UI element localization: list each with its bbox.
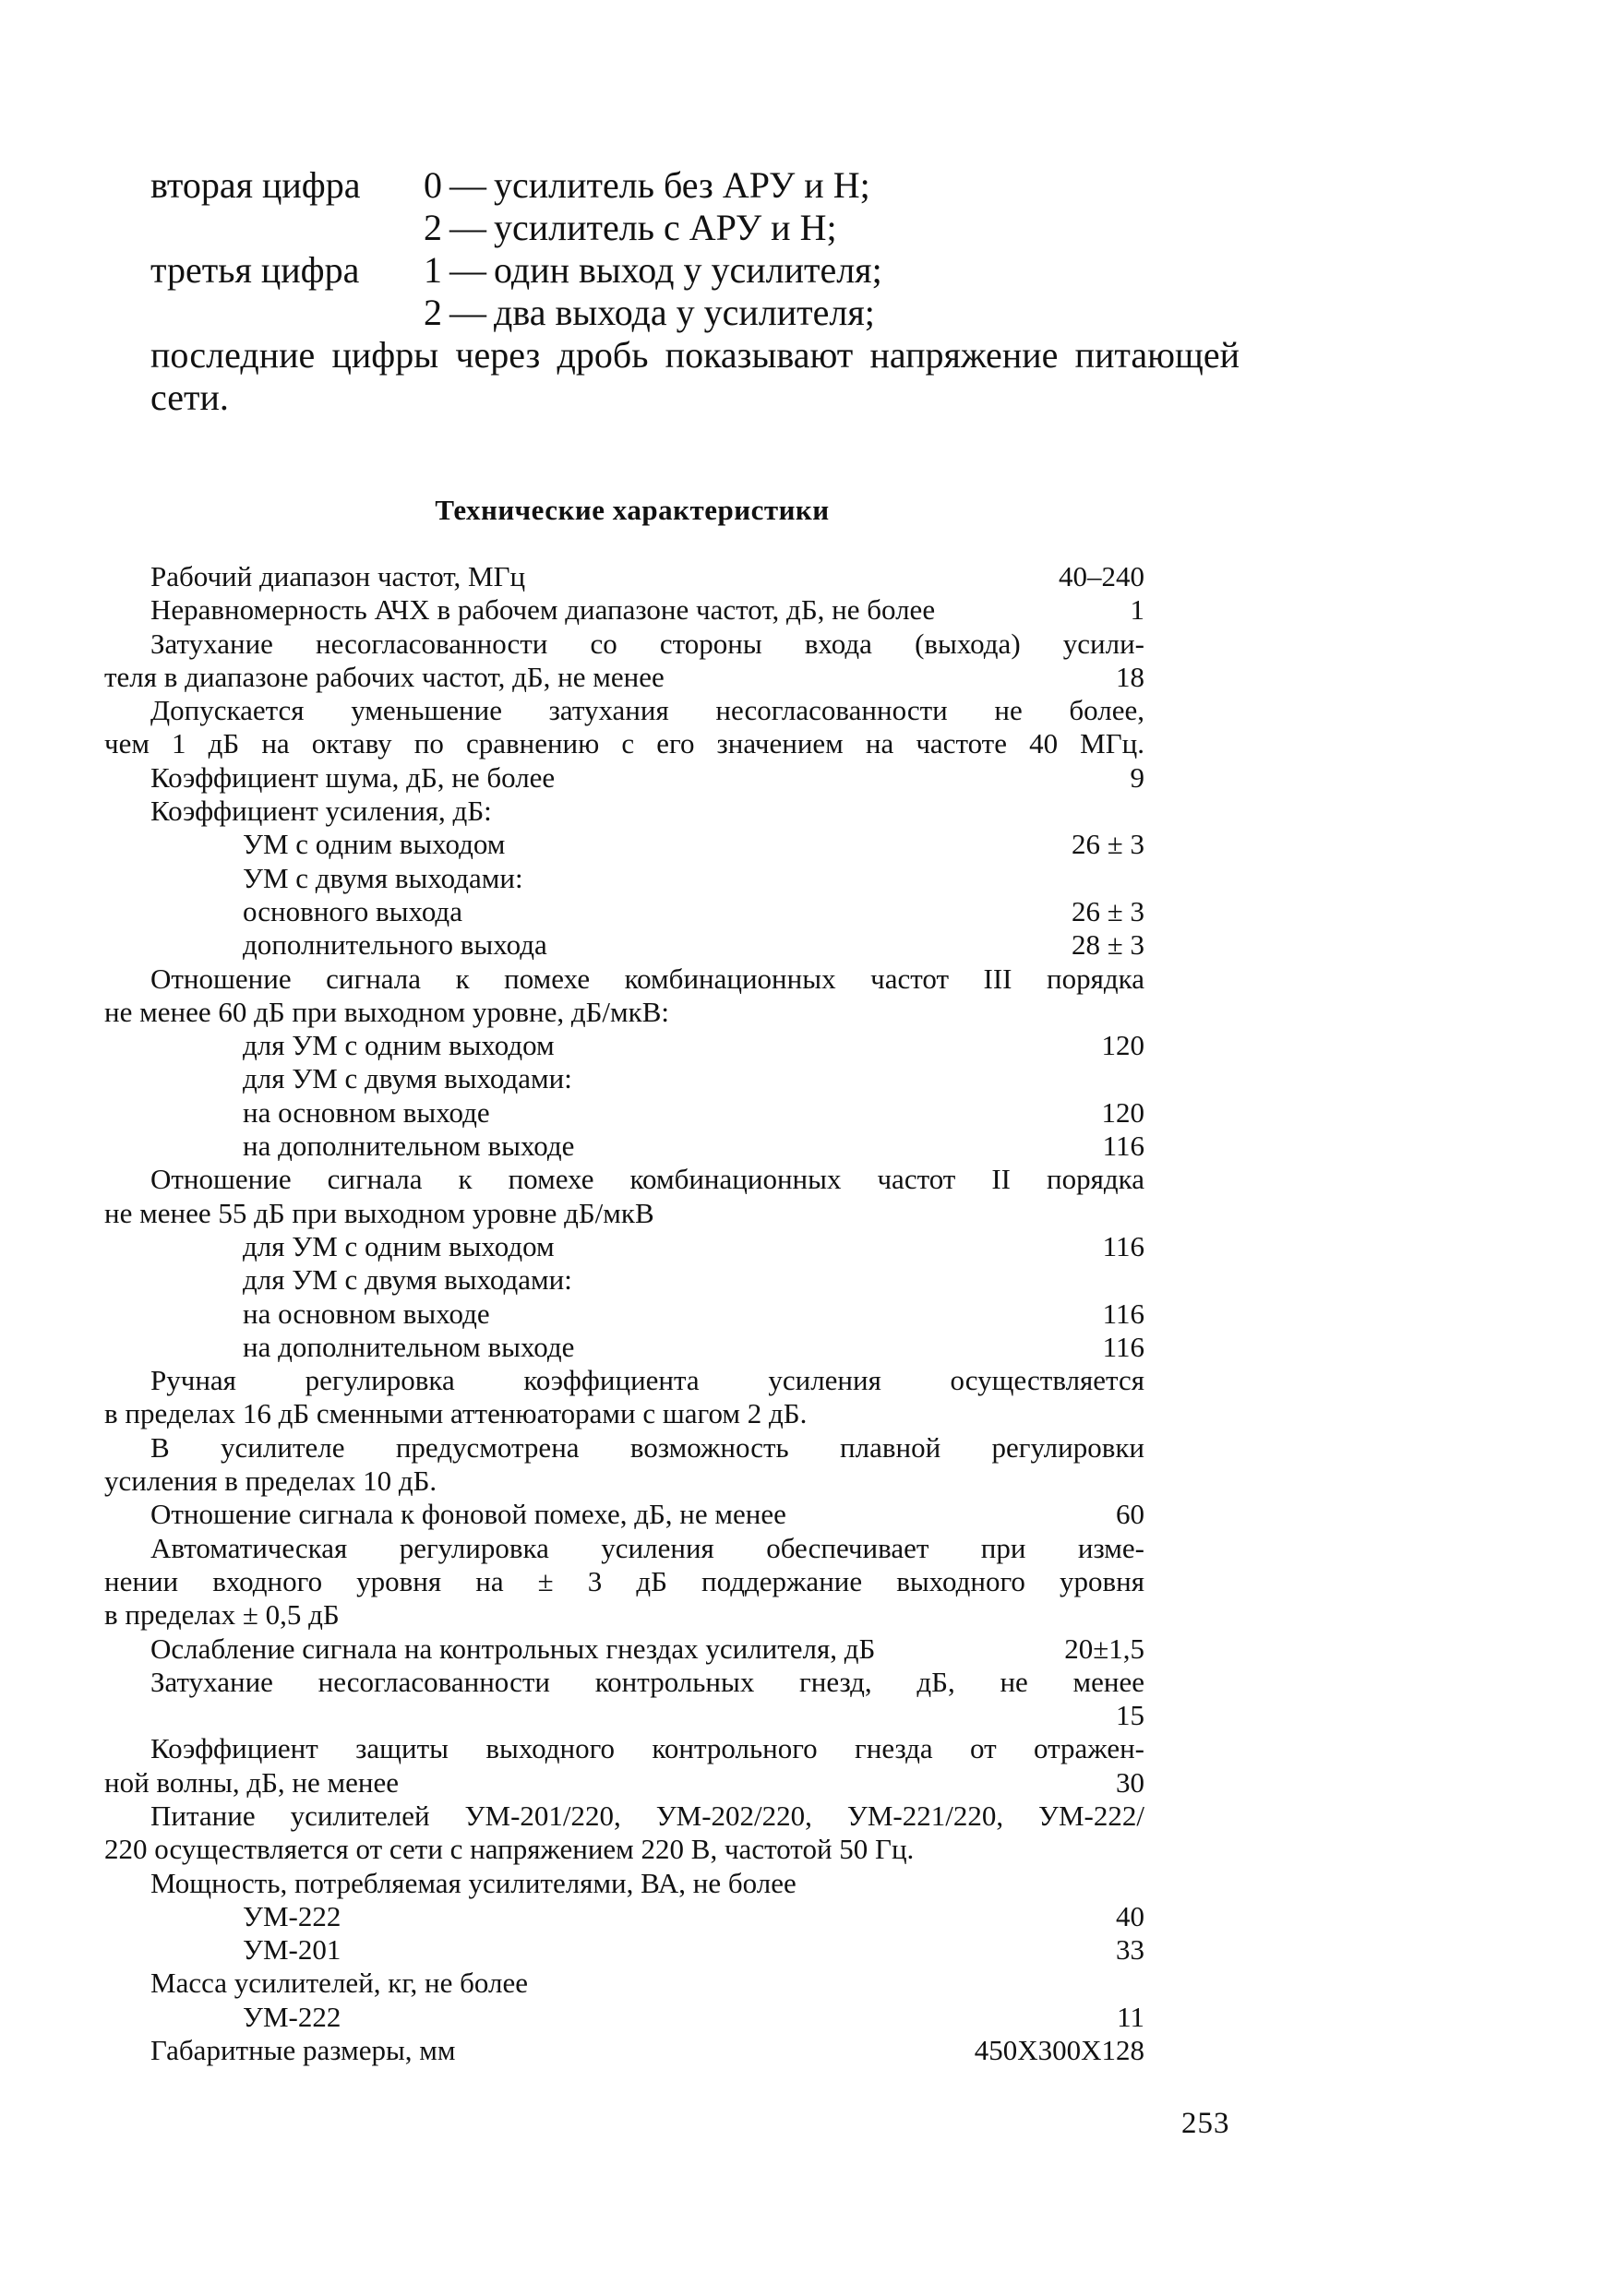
spec-text-line: В усилителе предусмотрена возможность плавной регулировки bbox=[150, 1430, 1144, 1464]
spec-line bbox=[104, 560, 1144, 593]
spec-line bbox=[104, 1498, 1144, 1531]
spec-text: Неравномерность АЧХ в рабочем диапазоне частот, дБ, не более bbox=[150, 593, 936, 627]
spec-text-line: Питание усилителей УМ-201/220, УМ-202/220, УМ-221/220, УМ-222/ bbox=[150, 1799, 1144, 1832]
spec-line bbox=[104, 593, 1144, 627]
spec-text: на основном выходе bbox=[243, 1095, 490, 1129]
spec-line bbox=[104, 2034, 1144, 2067]
spec-text: на основном выходе bbox=[243, 1297, 490, 1330]
spec-text-line: Ручная регулировка коэффициента усиления осуществляется bbox=[150, 1364, 1144, 1397]
spec-text-line: Затухание несогласованности контрольных гнезд, дБ, не менее bbox=[150, 1665, 1144, 1698]
spec-text: ной волны, дБ, не менее bbox=[104, 1765, 399, 1799]
spec-text: УМ-222 bbox=[243, 2000, 341, 2033]
legend-code: 1 bbox=[424, 249, 442, 291]
spec-line bbox=[104, 1029, 1144, 1062]
spec-text: УМ-201 bbox=[243, 1933, 341, 1967]
legend-dash: — bbox=[449, 292, 486, 333]
spec-line bbox=[104, 761, 1144, 795]
spec-line bbox=[104, 1766, 1144, 1800]
section-heading: Технические характеристики bbox=[435, 494, 830, 526]
spec-value: 40–240 bbox=[1059, 560, 1144, 592]
spec-text: УМ с одним выходом bbox=[243, 828, 506, 861]
spec-text-line: Допускается уменьшение затухания несогласованности не более, bbox=[150, 694, 1144, 727]
spec-text: основного выхода bbox=[243, 894, 462, 927]
spec-text-line: нении входного уровня на ± 3 дБ поддержание выходного уровня bbox=[104, 1564, 1144, 1597]
legend-dash: — bbox=[449, 249, 486, 291]
spec-value: 28 ± 3 bbox=[1071, 928, 1144, 962]
spec-value: 116 bbox=[1102, 1330, 1144, 1363]
spec-text: на дополнительном выходе bbox=[243, 1330, 575, 1363]
spec-line bbox=[104, 1632, 1144, 1666]
model-code-legend bbox=[150, 164, 1240, 419]
spec-line bbox=[104, 661, 1144, 694]
spec-value: 1 bbox=[1130, 593, 1144, 627]
spec-text: на дополнительном выходе bbox=[243, 1130, 575, 1163]
page-number: 253 bbox=[1181, 2107, 1230, 2140]
spec-text-line: чем 1 дБ на октаву по сравнению с его значением на частоте 40 МГц. bbox=[104, 727, 1144, 760]
spec-text-line: Мощность, потребляемая усилителями, ВА, не более bbox=[150, 1866, 797, 1899]
spec-line bbox=[104, 1331, 1144, 1364]
spec-value: 450Х300Х128 bbox=[974, 2034, 1144, 2067]
specifications-list bbox=[104, 560, 1144, 2067]
legend-text: усилитель с АРУ и Н; bbox=[494, 207, 837, 248]
spec-line bbox=[104, 1130, 1144, 1163]
spec-text: дополнительного выхода bbox=[243, 928, 547, 962]
legend-label: третья цифра bbox=[150, 249, 360, 291]
spec-value: 116 bbox=[1102, 1229, 1144, 1262]
spec-text-line: Затухание несогласованности со стороны входа (выхода) усили- bbox=[150, 627, 1144, 660]
legend-dash: — bbox=[449, 164, 486, 206]
spec-value: 116 bbox=[1102, 1297, 1144, 1330]
legend-text: два выхода у усилителя; bbox=[494, 292, 875, 333]
spec-value: 11 bbox=[1117, 2000, 1144, 2033]
spec-text: Габаритные размеры, мм bbox=[150, 2034, 456, 2067]
legend-code: 2 bbox=[424, 207, 442, 248]
spec-value: 40 bbox=[1116, 1899, 1144, 1932]
spec-value: 120 bbox=[1101, 1029, 1144, 1062]
spec-line bbox=[104, 2001, 1144, 2034]
legend-label: вторая цифра bbox=[150, 164, 361, 206]
spec-text: УМ-222 bbox=[243, 1899, 341, 1932]
spec-text-line: Автоматическая регулировка усиления обеспечивает при изме- bbox=[150, 1531, 1144, 1564]
legend-label bbox=[150, 292, 376, 334]
spec-text-line: 220 осуществляется от сети с напряжением 220 В, частотой 50 Гц. bbox=[104, 1833, 915, 1866]
legend-row bbox=[150, 207, 1240, 249]
spec-text: теля в диапазоне рабочих частот, дБ, не менее bbox=[104, 660, 665, 693]
spec-value: 26 ± 3 bbox=[1071, 828, 1144, 861]
legend-row bbox=[150, 292, 1240, 334]
spec-text-line: Коэффициент защиты выходного контрольного гнезда от отражен- bbox=[150, 1732, 1144, 1765]
spec-line bbox=[104, 1297, 1144, 1331]
spec-text: Ослабление сигнала на контрольных гнездах усилителя, дБ bbox=[150, 1632, 876, 1665]
spec-text-line: Коэффициент усиления, дБ: bbox=[150, 795, 492, 828]
spec-text-line: Отношение сигнала к помехе комбинационных частот III порядка bbox=[150, 962, 1144, 995]
spec-line bbox=[104, 1230, 1144, 1263]
spec-text-line: для УМ с двумя выходами: bbox=[243, 1062, 572, 1095]
spec-text-line: в пределах 16 дБ сменными аттенюаторами с шагом 2 дБ. bbox=[104, 1397, 808, 1430]
spec-text-line: усиления в пределах 10 дБ. bbox=[104, 1465, 437, 1498]
spec-value: 20±1,5 bbox=[1064, 1632, 1144, 1665]
spec-line bbox=[104, 1096, 1144, 1130]
spec-value-line: 15 bbox=[1116, 1699, 1144, 1732]
spec-value: 26 ± 3 bbox=[1071, 894, 1144, 927]
legend-row bbox=[150, 249, 1240, 292]
legend-text: усилитель без АРУ и Н; bbox=[494, 164, 870, 206]
spec-value: 30 bbox=[1116, 1765, 1144, 1799]
spec-line bbox=[104, 1900, 1144, 1933]
spec-text: Рабочий диапазон частот, МГц bbox=[150, 560, 526, 592]
legend-paragraph: последние цифры через дробь показывают напряжение питающей сети. bbox=[150, 334, 1240, 418]
spec-text-line: не менее 60 дБ при выходном уровне, дБ/мкВ: bbox=[104, 995, 670, 1028]
legend-code: 2 bbox=[424, 292, 442, 333]
spec-text: Отношение сигнала к фоновой помехе, дБ, не менее bbox=[150, 1498, 786, 1531]
spec-value: 60 bbox=[1116, 1498, 1144, 1531]
spec-value: 33 bbox=[1116, 1933, 1144, 1967]
legend-row bbox=[150, 164, 1240, 207]
spec-text: для УМ с одним выходом bbox=[243, 1229, 555, 1262]
spec-text-line: УМ с двумя выходами: bbox=[243, 861, 523, 894]
spec-value: 18 bbox=[1116, 660, 1144, 693]
legend-text: один выход у усилителя; bbox=[494, 249, 882, 291]
legend-code: 0 bbox=[424, 164, 442, 206]
spec-text: Коэффициент шума, дБ, не более bbox=[150, 760, 556, 794]
spec-text-line: не менее 55 дБ при выходном уровне дБ/мкВ bbox=[104, 1196, 654, 1229]
spec-value: 9 bbox=[1130, 760, 1144, 794]
spec-line bbox=[104, 895, 1144, 928]
spec-text-line: Масса усилителей, кг, не более bbox=[150, 1967, 528, 2000]
legend-dash: — bbox=[449, 207, 486, 248]
spec-line bbox=[104, 928, 1144, 962]
legend-label bbox=[150, 207, 376, 249]
spec-text: для УМ с одним выходом bbox=[243, 1029, 555, 1062]
spec-text-line: Отношение сигнала к помехе комбинационных частот II порядка bbox=[150, 1163, 1144, 1196]
spec-line bbox=[104, 1933, 1144, 1967]
spec-text-line: для УМ с двумя выходами: bbox=[243, 1263, 572, 1297]
spec-value: 116 bbox=[1102, 1130, 1144, 1163]
spec-text-line: в пределах ± 0,5 дБ bbox=[104, 1598, 340, 1632]
spec-line bbox=[104, 828, 1144, 861]
spec-value: 120 bbox=[1101, 1095, 1144, 1129]
